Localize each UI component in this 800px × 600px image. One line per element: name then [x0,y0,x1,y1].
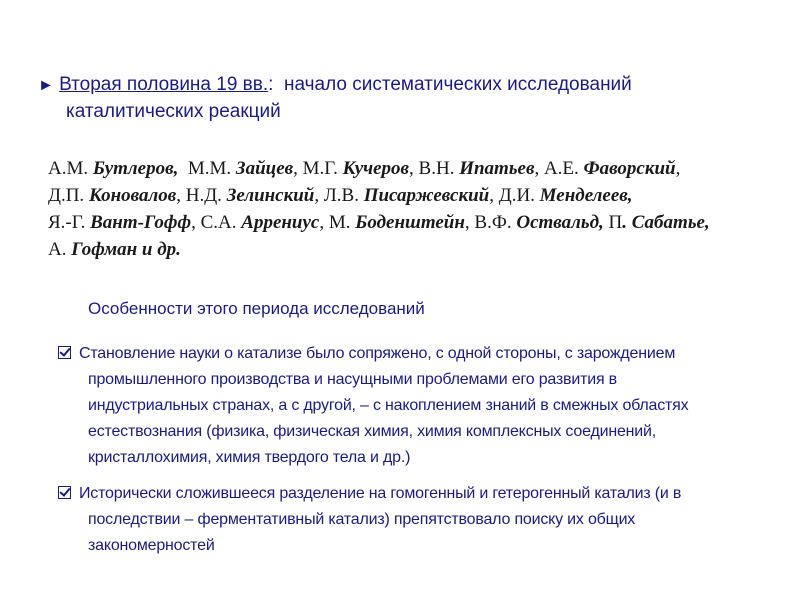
scientist-separator: , [534,158,544,179]
scientist-initials: С.А. [200,212,242,233]
feature-point-text: последствии – ферментативный катализ) препятствовало поиску их общих [88,511,636,528]
slide-heading [38,72,778,125]
feature-point-line [58,341,778,367]
scientist-initials: А.Е. [543,158,584,179]
feature-point-line [58,481,778,507]
period-title: Вторая половина 19 вв. [59,74,269,95]
feature-point-line [58,445,778,471]
scientist-name: Аррениус [241,212,320,233]
scientist-name: Вант-Гофф [90,212,192,233]
scientist-initials: М.М. [187,158,236,179]
feature-point-line [58,367,778,393]
scientist-name: Коновалов [88,185,177,206]
scientist-name: Боденштейн [355,212,465,233]
scientist-separator: , [176,185,186,206]
scientist-separator: , [675,158,681,179]
feature-point-line [58,393,778,419]
feature-point-text: закономерностей [88,537,215,554]
scientist-name: Фаворский [583,158,676,179]
arrow-bullet-icon: ► [38,77,54,94]
scientist-name: Менделеев, [539,185,633,206]
scientist-initials: Я.-Г. [48,212,91,233]
scientists-line [48,155,788,182]
scientists-line [48,236,788,263]
feature-point-text: кристаллохимия, химия твердого тела и др.) [88,449,411,466]
scientist-name: Зайцев [235,158,294,179]
scientist-separator: , [319,212,329,233]
period-colon: : [268,74,274,95]
checkbox-checked-icon [58,346,71,359]
scientist-initials: А.М. [48,158,93,179]
heading-line1-text: начало систематических исследований [273,74,632,95]
scientist-name: Ипатьев [459,158,535,179]
scientist-initials: А. [48,239,72,260]
scientist-name: Писаржевский [363,185,490,206]
scientist-name: Кучеров [342,158,410,179]
scientist-name: Оствальд, [516,212,604,233]
feature-point-line [58,533,778,559]
feature-point-line [58,419,778,445]
feature-point-text: индустриальных странах, а с другой, – с накоплением знаний в смежных областях [88,397,689,414]
scientists-line [48,209,788,236]
scientist-name: Бутлеров, [92,158,179,179]
scientist-name: Зелинский [226,185,315,206]
scientist-separator [178,158,188,179]
scientist-separator: , [409,158,419,179]
scientist-separator: , [314,185,324,206]
scientist-separator: , [191,212,201,233]
scientists-line [48,182,788,209]
scientist-name: . Сабатье, [622,212,710,233]
scientist-initials: Д.П. [48,185,89,206]
scientist-separator: , [464,212,475,233]
scientist-initials: Д.И. [498,185,540,206]
feature-point [58,481,778,559]
scientist-initials: В.Н. [418,158,460,179]
feature-point-text: Становление науки о катализе было сопряжено, с одной стороны, с зарождением [79,345,676,362]
heading-line2-text: каталитических реакций [66,101,281,122]
feature-point-line [58,507,778,533]
scientist-initials: М. [328,212,356,233]
feature-point-text: Исторически сложившееся разделение на гомогенный и гетерогенный катализ (и в [79,485,682,502]
scientists-list [48,155,788,263]
feature-point-text: естествознания (физика, физическая химия, химия комплексных соединений, [88,423,657,440]
scientist-initials: Н.Д. [185,185,227,206]
scientist-separator: , [293,158,303,179]
scientist-separator: , [489,185,499,206]
section-subtitle: Особенности этого периода исследований [88,299,425,318]
feature-point-text: промышленного производства и насущными проблемами его развития в [88,371,617,388]
scientist-initials: В.Ф. [474,212,517,233]
checkbox-checked-icon [58,486,71,499]
scientist-initials: М.Г. [302,158,343,179]
feature-point [58,341,778,471]
scientist-initials: П [608,212,623,233]
scientist-name: Гофман и др. [71,239,181,260]
scientist-initials: Л.В. [323,185,364,206]
